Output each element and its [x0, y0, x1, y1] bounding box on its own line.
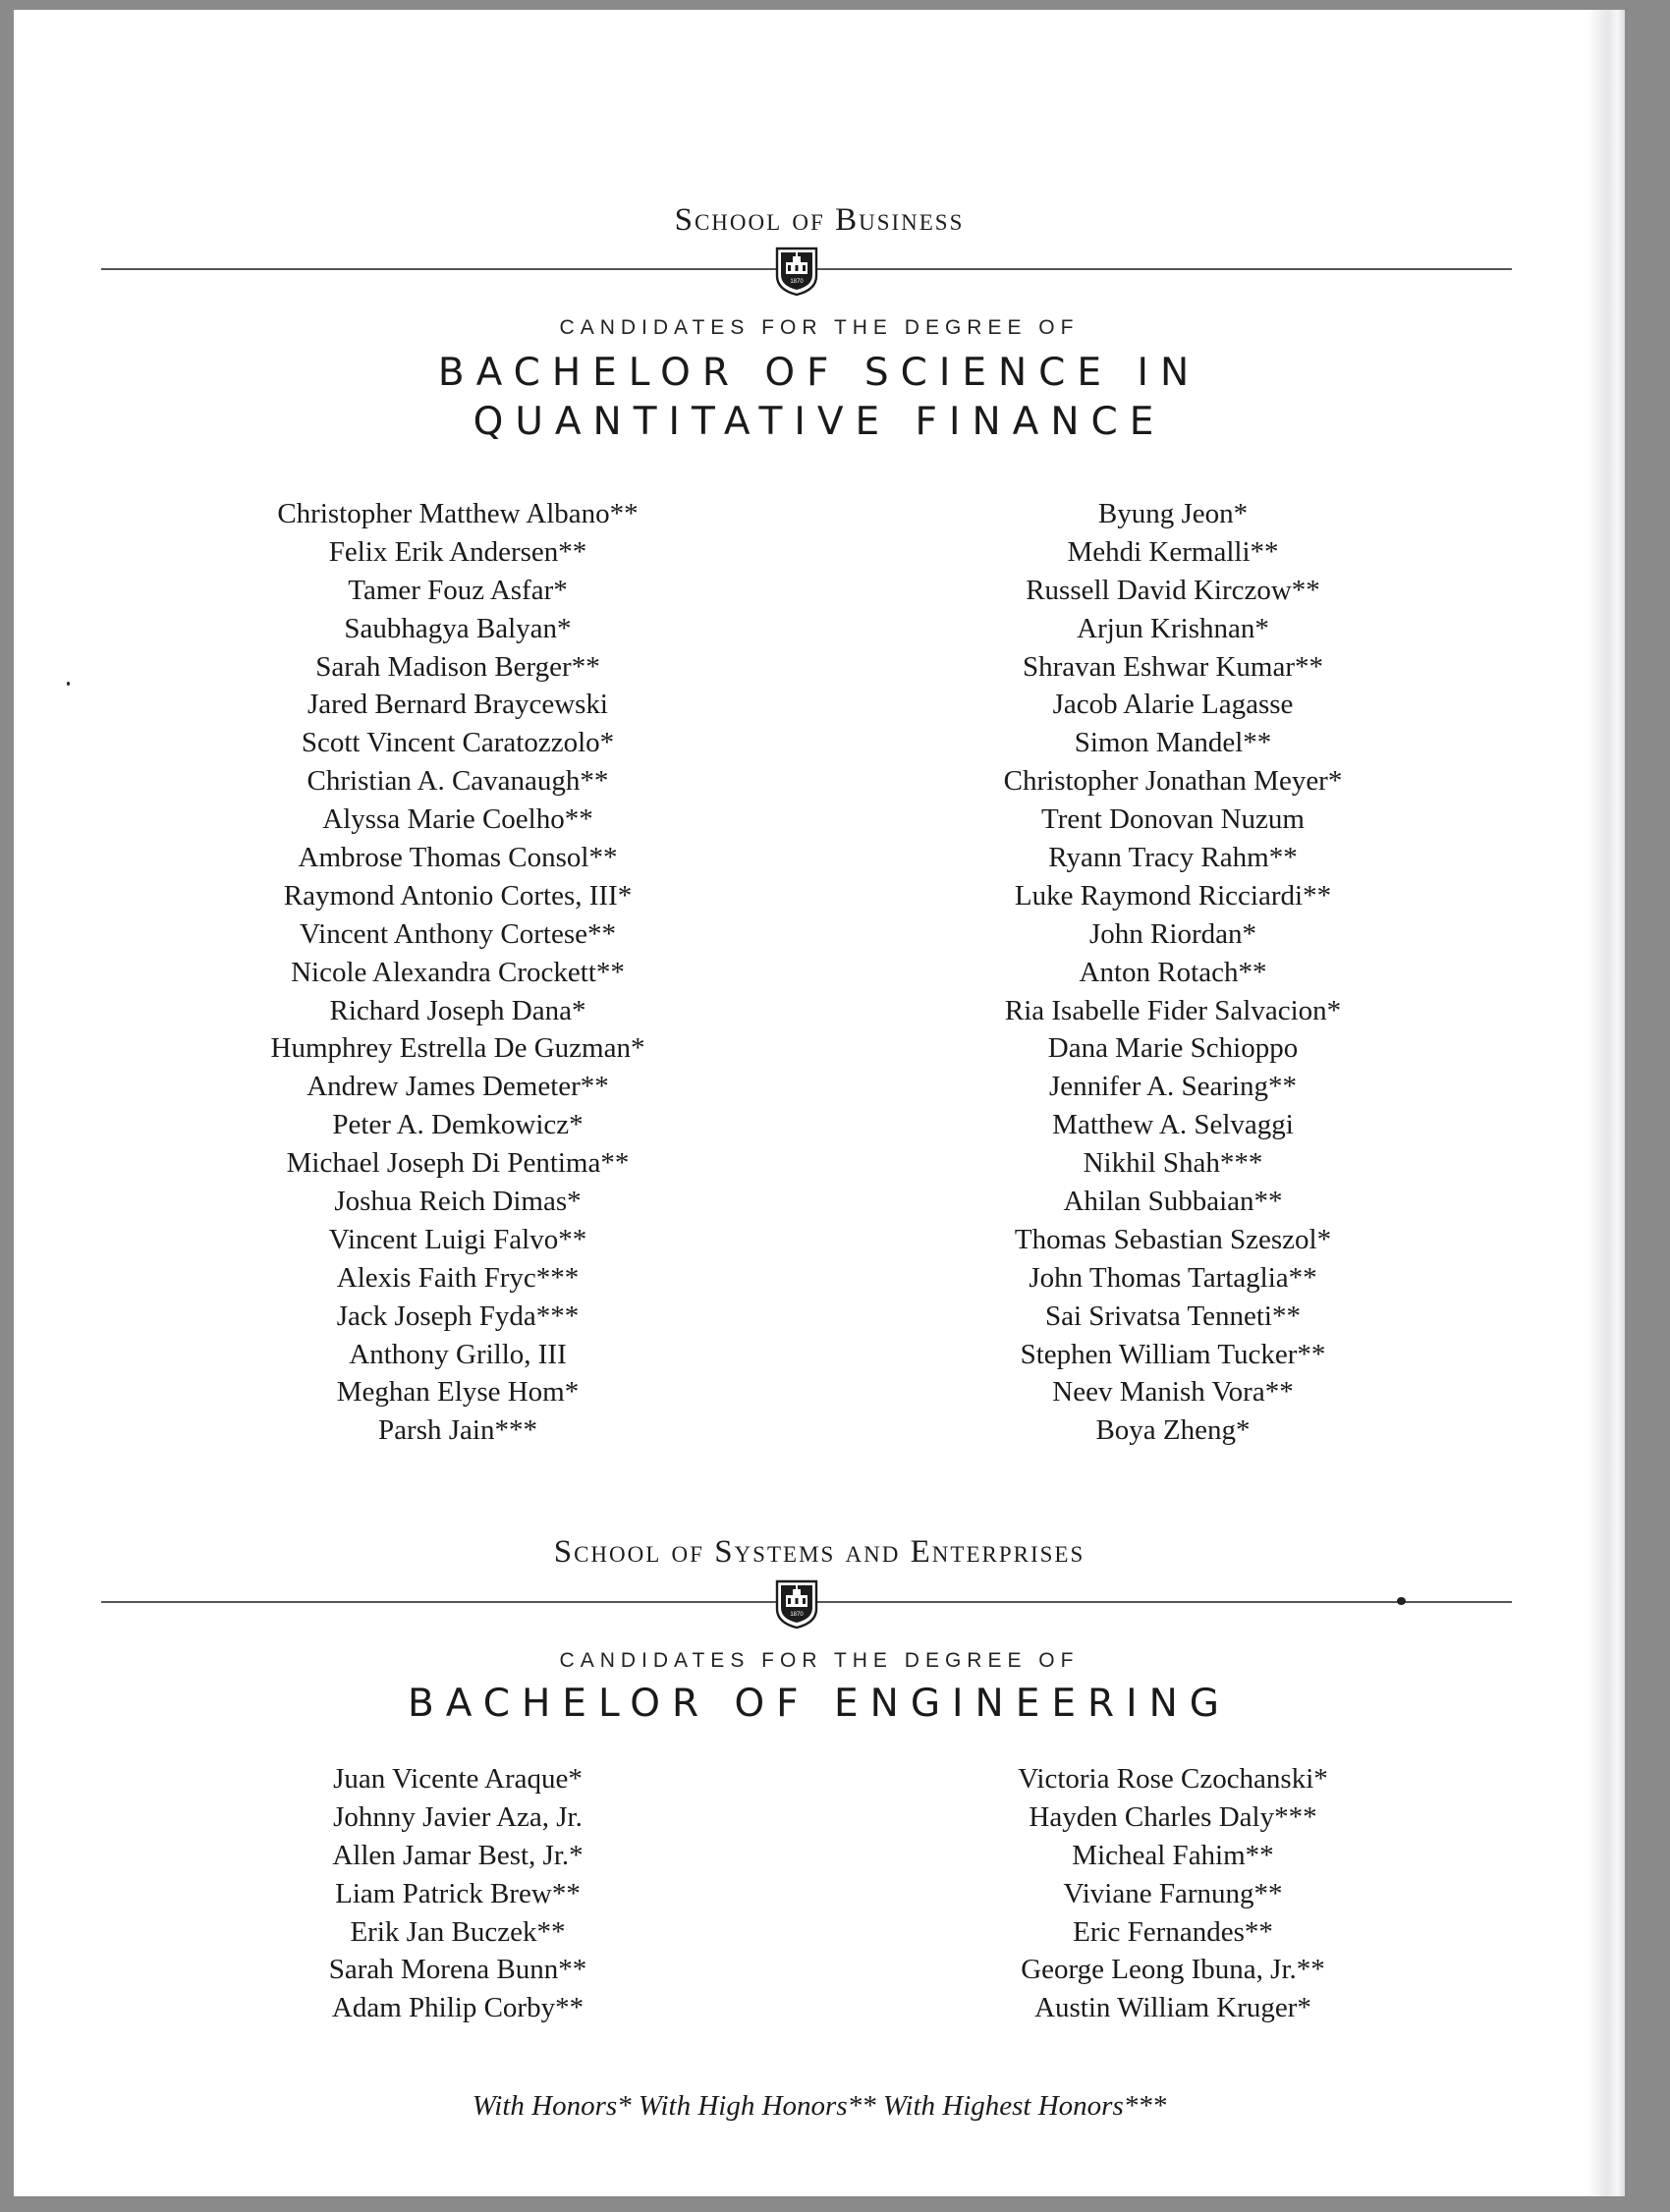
candidate-name: Thomas Sebastian Szeszol*	[1014, 1223, 1332, 1255]
candidate-name: Juan Vicente Araque*	[333, 1763, 583, 1795]
candidate-name: Viviane Farnung**	[1063, 1877, 1283, 1909]
candidate-name: Alyssa Marie Coelho**	[322, 803, 593, 836]
candidate-name: Mehdi Kermalli**	[1067, 535, 1279, 568]
candidate-name: Shravan Eshwar Kumar**	[1022, 650, 1324, 683]
candidate-name: Adam Philip Corby**	[331, 1992, 584, 2024]
seal-year: 1870	[790, 279, 804, 285]
candidate-name: Johnny Javier Aza, Jr.	[333, 1800, 583, 1833]
candidate-name: Saubhagya Balyan*	[344, 612, 572, 644]
school-heading: School of Business	[674, 202, 965, 238]
candidate-name: Joshua Reich Dimas*	[334, 1186, 582, 1218]
seal-year: 1870	[790, 1612, 804, 1618]
candidate-name: Sarah Madison Berger**	[315, 650, 600, 683]
candidate-name: Peter A. Demkowicz*	[332, 1109, 584, 1141]
degree-title-line: BACHELOR OF SCIENCE IN	[437, 351, 1201, 395]
candidate-name: Ambrose Thomas Consol**	[298, 842, 618, 874]
candidate-list-left	[202, 1760, 713, 2027]
candidate-name: Boya Zheng*	[1095, 1414, 1251, 1447]
candidate-name: Alexis Faith Fryc***	[336, 1261, 580, 1294]
candidate-name: Arjun Krishnan*	[1077, 612, 1269, 644]
candidate-name: Anton Rotach**	[1079, 956, 1267, 988]
candidate-name: Simon Mandel**	[1074, 727, 1272, 759]
candidate-name: Nikhil Shah***	[1083, 1147, 1263, 1180]
university-seal-icon	[774, 1578, 819, 1630]
school-heading: School of Systems and Enterprises	[553, 1534, 1086, 1570]
candidate-name: Jennifer A. Searing**	[1048, 1071, 1298, 1103]
candidate-name: Andrew James Demeter**	[306, 1071, 609, 1103]
candidate-name: Ahilan Subbaian**	[1063, 1186, 1283, 1218]
candidate-name: Allen Jamar Best, Jr.*	[332, 1839, 584, 1871]
candidate-name: Trent Donovan Nuzum	[1041, 803, 1305, 836]
candidate-name: Luke Raymond Ricciardi**	[1014, 879, 1332, 912]
candidate-name: Micheal Fahim**	[1072, 1839, 1274, 1871]
candidate-name: Ryann Tracy Rahm**	[1048, 842, 1298, 874]
candidate-name: Vincent Luigi Falvo**	[328, 1223, 587, 1255]
scan-speck	[1397, 1597, 1406, 1605]
degree-title-line: QUANTITATIVE FINANCE	[473, 400, 1166, 444]
candidate-list-right	[918, 495, 1428, 1450]
candidate-name: John Thomas Tartaglia**	[1029, 1261, 1317, 1294]
candidate-name: Tamer Fouz Asfar*	[348, 574, 568, 606]
program-page	[14, 10, 1625, 2196]
scan-speck	[67, 682, 70, 686]
candidate-name: Matthew A. Selvaggi	[1052, 1109, 1294, 1141]
candidate-name: Hayden Charles Daly***	[1029, 1800, 1317, 1833]
candidate-list-left	[202, 495, 713, 1450]
candidate-name: Nicole Alexandra Crockett**	[291, 956, 625, 988]
candidate-name: Anthony Grillo, III	[349, 1338, 567, 1370]
candidate-name: Humphrey Estrella De Guzman*	[270, 1032, 645, 1065]
candidate-name: Raymond Antonio Cortes, III*	[283, 879, 633, 912]
degree-prefix: CANDIDATES FOR THE DEGREE OF	[559, 316, 1080, 339]
candidate-name: Felix Erik Andersen**	[328, 535, 587, 568]
candidate-name: Liam Patrick Brew**	[335, 1877, 581, 1909]
candidate-name: Victoria Rose Czochanski*	[1018, 1763, 1328, 1795]
candidate-name: Vincent Anthony Cortese**	[299, 917, 617, 950]
candidate-name: Stephen William Tucker**	[1020, 1338, 1326, 1370]
degree-title-line: BACHELOR OF ENGINEERING	[408, 1682, 1231, 1726]
candidate-name: George Leong Ibuna, Jr.**	[1021, 1954, 1325, 1986]
candidate-name: Russell David Kirczow**	[1026, 574, 1320, 606]
candidate-name: Austin William Kruger*	[1034, 1992, 1311, 2024]
candidate-name: Sarah Morena Bunn**	[328, 1954, 587, 1986]
degree-title	[14, 1680, 1625, 1729]
candidate-list-right	[918, 1760, 1428, 2027]
degree-title	[14, 349, 1625, 447]
candidate-name: Parsh Jain***	[378, 1414, 537, 1447]
degree-prefix: CANDIDATES FOR THE DEGREE OF	[559, 1649, 1080, 1672]
candidate-name: Neev Manish Vora**	[1052, 1376, 1294, 1409]
university-seal-icon	[774, 246, 819, 297]
candidate-name: John Riordan*	[1089, 917, 1256, 950]
candidate-name: Jared Bernard Braycewski	[307, 689, 608, 721]
candidate-name: Ria Isabelle Fider Salvacion*	[1004, 994, 1342, 1026]
candidate-name: Jack Joseph Fyda***	[336, 1300, 580, 1332]
candidate-name: Christian A. Cavanaugh**	[306, 765, 609, 798]
candidate-name: Jacob Alarie Lagasse	[1052, 689, 1294, 721]
candidate-name: Scott Vincent Caratozzolo*	[301, 727, 615, 759]
candidate-name: Christopher Jonathan Meyer*	[1003, 765, 1343, 798]
candidate-name: Byung Jeon*	[1097, 498, 1249, 529]
candidate-name: Michael Joseph Di Pentima**	[286, 1147, 630, 1180]
candidate-name: Christopher Matthew Albano**	[277, 498, 639, 529]
candidate-name: Sai Srivatsa Tenneti**	[1044, 1300, 1301, 1332]
candidate-name: Eric Fernandes**	[1073, 1915, 1273, 1948]
candidate-name: Erik Jan Buczek**	[350, 1915, 566, 1948]
candidate-name: Meghan Elyse Hom*	[336, 1376, 580, 1409]
candidate-name: Dana Marie Schioppo	[1047, 1032, 1299, 1065]
candidate-name: Richard Joseph Dana*	[329, 994, 586, 1026]
honors-legend: With Honors* With High Honors** With Highest Honors***	[472, 2090, 1167, 2122]
